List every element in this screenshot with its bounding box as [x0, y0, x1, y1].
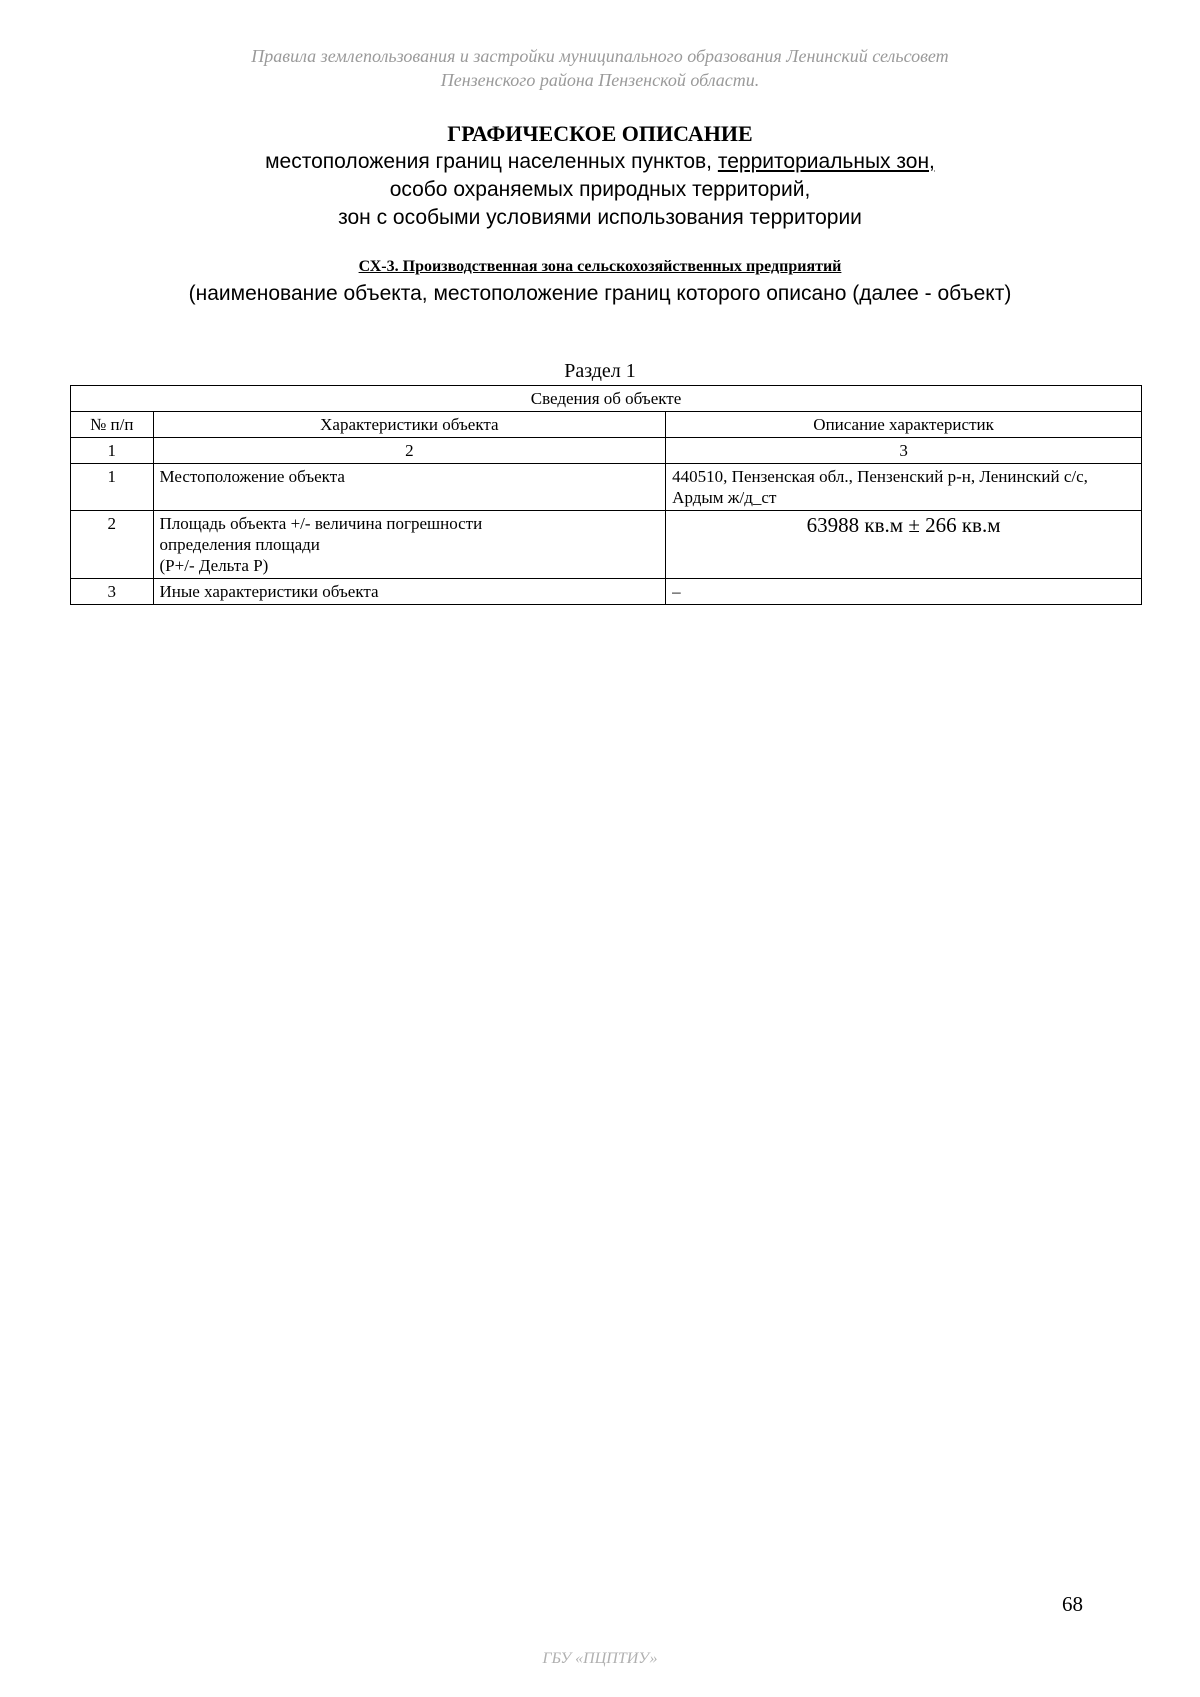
header-description: Описание характеристик — [666, 412, 1142, 438]
subtitle-line-3: зон с особыми условиями использования территории — [338, 206, 862, 229]
running-header — [0, 44, 1200, 92]
header-line-1: Правила землепользования и застройки муниципального образования Ленинский сельсовет — [251, 46, 949, 66]
row-description: 63988 кв.м ± 266 кв.м — [666, 511, 1142, 579]
column-number-row — [71, 438, 1142, 464]
table-title-row — [71, 386, 1142, 412]
object-info-table — [70, 385, 1142, 605]
row-characteristic-line: (Р+/- Дельта Р) — [159, 556, 269, 575]
subtitle-underlined-text: территориальных зон, — [717, 150, 935, 173]
table-title: Сведения об объекте — [71, 386, 1142, 412]
table-row — [71, 579, 1142, 605]
header-line-2: Пензенского района Пензенской области. — [440, 70, 760, 90]
page-number: 68 — [1062, 1592, 1083, 1616]
header-characteristic: Характеристики объекта — [153, 412, 666, 438]
footer-text: ГБУ «ПЦПТИУ» — [542, 1650, 658, 1667]
row-characteristic: Иные характеристики объекта — [153, 579, 666, 605]
row-characteristic-line: определения площади — [159, 535, 320, 554]
object-name: СХ-3. Производственная зона сельскохозяйственных предприятий — [358, 258, 842, 275]
object-caption: (наименование объекта, местоположение границ которого описано (далее - объект) — [188, 282, 1012, 305]
table-row — [71, 511, 1142, 579]
header-num: № п/п — [71, 412, 154, 438]
row-number: 3 — [71, 579, 154, 605]
row-characteristic: Местоположение объекта — [153, 464, 666, 511]
document-title: ГРАФИЧЕСКОЕ ОПИСАНИЕ — [447, 121, 753, 146]
subtitle-line-2: особо охраняемых природных территорий, — [389, 178, 811, 201]
column-number-1: 1 — [71, 438, 154, 464]
title-block — [0, 120, 1200, 232]
row-description: 440510, Пензенская обл., Пензенский р-н, Ленинский с/с, Ардым ж/д_ст — [666, 464, 1142, 511]
column-number-2: 2 — [153, 438, 666, 464]
table-row — [71, 464, 1142, 511]
subtitle-line-1-text: местоположения границ населенных пунктов, — [265, 150, 718, 173]
table-header-row — [71, 412, 1142, 438]
subtitle-line-1 — [0, 148, 1200, 176]
row-characteristic-line: Площадь объекта +/- величина погрешности — [159, 514, 483, 533]
row-number: 2 — [71, 511, 154, 579]
row-number: 1 — [71, 464, 154, 511]
column-number-3: 3 — [666, 438, 1142, 464]
section-label: Раздел 1 — [564, 360, 636, 382]
row-characteristic — [153, 511, 666, 579]
row-description: – — [666, 579, 1142, 605]
